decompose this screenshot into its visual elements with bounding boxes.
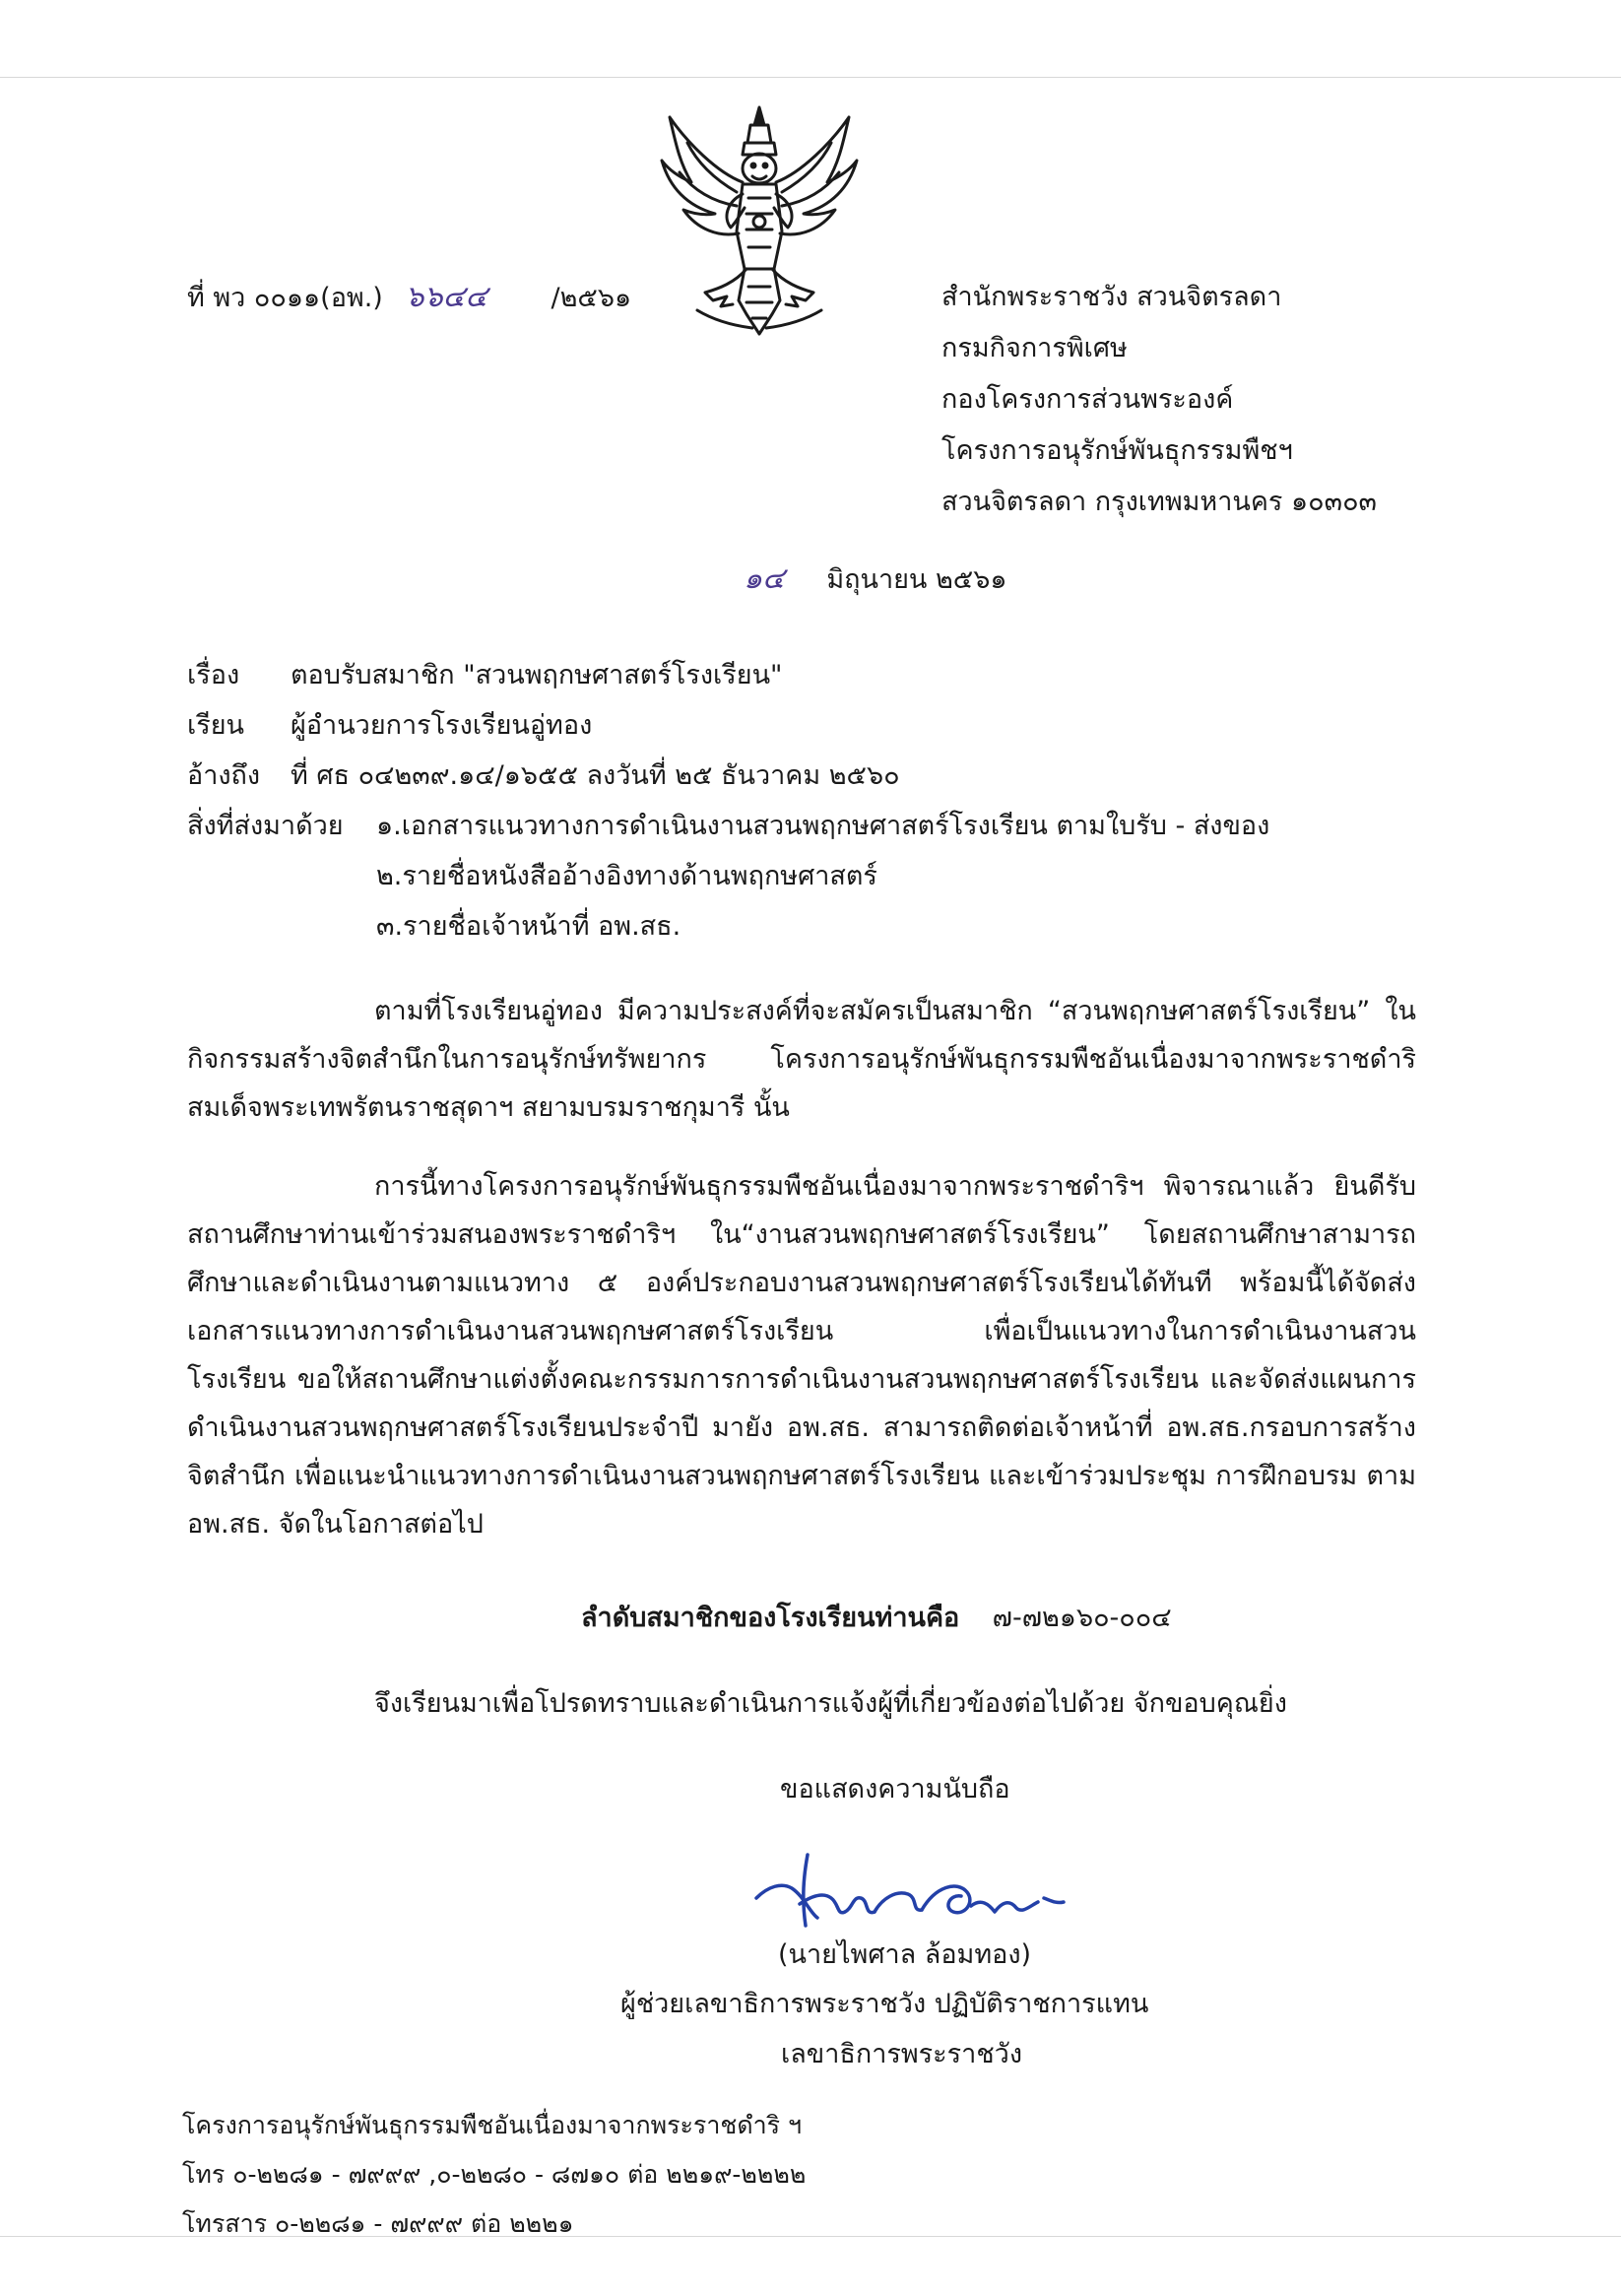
signatory-name: (นายไพศาล ล้อมทอง) — [778, 1939, 1032, 1970]
signatory-position: ผู้ช่วยเลขาธิการพระราชวัง ปฏิบัติราชการแทน — [620, 1989, 1149, 2019]
subject-text: ตอบรับสมาชิก "สวนพฤกษศาสตร์โรงเรียน" — [291, 659, 783, 690]
recipient-label: เรียน — [187, 709, 245, 741]
attachments-row — [187, 801, 1269, 951]
closing-sentence: จึงเรียนมาเพื่อโปรดทราบและดำเนินการแจ้งผู้ที่เกี่ยวข้องต่อไปด้วย จักขอบคุณยิ่ง — [374, 1688, 1287, 1719]
paragraph-line: สถานศึกษาท่านเข้าร่วมสนองพระราชดำริฯ ใน“งานสวนพฤกษศาสตร์โรงเรียน” โดยสถานศึกษาสามารถ — [187, 1219, 1416, 1250]
paragraph-line: ดำเนินงานสวนพฤกษศาสตร์โรงเรียนประจำปี มายัง อพ.สธ. สามารถติดต่อเจ้าหน้าที่ อพ.สธ.กรอบการสร้าง — [187, 1412, 1416, 1443]
paragraph-line: โรงเรียน ขอให้สถานศึกษาแต่งตั้งคณะกรรมการการดำเนินงานสวนพฤกษศาสตร์โรงเรียน และจัดส่งแผนการ — [187, 1364, 1416, 1395]
letter-date — [744, 559, 1006, 600]
reference-label: อ้างถึง — [187, 759, 261, 791]
membership-number: ๗-๗๒๑๖๐-๐๐๔ — [992, 1603, 1172, 1633]
paragraph-line: ตามที่โรงเรียนอู่ทอง มีความประสงค์ที่จะสมัครเป็นสมาชิก “สวนพฤกษศาสตร์โรงเรียน” ใน — [374, 996, 1416, 1026]
garuda-emblem-icon — [658, 103, 861, 340]
attachment-item: ๑.เอกสารแนวทางการดำเนินงานสวนพฤกษศาสตร์โรงเรียน ตามใบรับ - ส่งของ — [376, 810, 1270, 841]
reference-year: /๒๕๖๑ — [551, 283, 632, 313]
subject-label: เรื่อง — [187, 659, 240, 690]
sender-address — [941, 278, 1377, 534]
membership-label: ลำดับสมาชิกของโรงเรียนท่านคือ — [581, 1603, 960, 1633]
reference-prefix: ที่ พว ๐๐๑๑(อพ.) — [187, 283, 383, 313]
paragraph-line: ศึกษาและดำเนินงานตามแนวทาง ๕ องค์ประกอบงานสวนพฤกษศาสตร์โรงเรียนได้ทันที พร้อมนี้ได้จัดส่ง — [187, 1268, 1416, 1298]
attachment-item: ๒.รายชื่อหนังสืออ้างอิงทางด้านพฤกษศาสตร์ — [376, 860, 877, 891]
regards-text: ขอแสดงความนับถือ — [780, 1774, 1010, 1804]
paragraph-line: สมเด็จพระเทพรัตนราชสุดาฯ สยามบรมราชกุมารี นั้น — [187, 1092, 790, 1123]
attachment-item: ๓.รายชื่อเจ้าหน้าที่ อพ.สธ. — [376, 910, 681, 942]
attachments-list — [376, 801, 1269, 951]
document-reference — [187, 278, 631, 318]
body-paragraph-1 — [187, 987, 1416, 1132]
paragraph-line: กิจกรรมสร้างจิตสำนึกในการอนุรักษ์ทรัพยากร โครงการอนุรักษ์พันธุกรรมพืชอันเนื่องมาจากพระราชดำริ — [187, 1044, 1416, 1075]
scan-edge-line-top — [0, 77, 1621, 78]
signatory-position-secondary: เลขาธิการพระราชวัง — [781, 2039, 1023, 2069]
footer-contact — [182, 2106, 806, 2254]
footer-fax: โทรสาร ๐-๒๒๘๑ - ๗๙๙๙ ต่อ ๒๒๒๑ — [182, 2209, 574, 2238]
paragraph-line: เอกสารแนวทางการดำเนินงานสวนพฤกษศาสตร์โรงเรียน เพื่อเป็นแนวทางในการดำเนินงานสวน — [187, 1316, 1416, 1346]
date-month-year: มิถุนายน ๒๕๖๑ — [826, 564, 1007, 595]
handwritten-signature — [748, 1847, 1073, 1935]
recipient-text: ผู้อำนวยการโรงเรียนอู่ทอง — [291, 709, 593, 741]
date-day-handwritten: ๑๔ — [744, 561, 785, 596]
footer-phone: โทร ๐-๒๒๘๑ - ๗๙๙๙ ,๐-๒๒๘๐ - ๘๗๑๐ ต่อ ๒๒๑๙-๒๒๒๒ — [182, 2160, 807, 2189]
letter-meta — [187, 650, 1269, 951]
paragraph-line: การนี้ทางโครงการอนุรักษ์พันธุกรรมพืชอันเนื่องมาจากพระราชดำริฯ พิจารณาแล้ว ยินดีรับ — [374, 1171, 1416, 1202]
subject-row — [187, 650, 1269, 700]
reference-row — [187, 751, 1269, 801]
sender-line: สำนักพระราชวัง สวนจิตรลดา — [941, 282, 1282, 312]
footer-organization: โครงการอนุรักษ์พันธุกรรมพืชอันเนื่องมาจากพระราชดำริ ฯ — [182, 2111, 803, 2139]
paragraph-line: จิตสำนึก เพื่อแนะนำแนวทางการดำเนินงานสวนพฤกษศาสตร์โรงเรียน และเข้าร่วมประชุม การฝึกอบรม ตาม — [187, 1461, 1416, 1491]
sender-line: โครงการอนุรักษ์พันธุกรรมพืชฯ — [941, 435, 1293, 466]
membership-number-row — [581, 1599, 1172, 1638]
reference-text: ที่ ศธ ๐๔๒๓๙.๑๔/๑๖๕๕ ลงวันที่ ๒๕ ธันวาคม ๒๕๖๐ — [291, 759, 900, 791]
sender-line: กองโครงการส่วนพระองค์ — [941, 384, 1234, 415]
recipient-row — [187, 700, 1269, 751]
reference-number-handwritten: ๖๖๔๔ — [405, 280, 487, 314]
body-paragraph-2 — [187, 1162, 1416, 1548]
sender-line: สวนจิตรลดา กรุงเทพมหานคร ๑๐๓๐๓ — [941, 487, 1378, 517]
sender-line: กรมกิจการพิเศษ — [941, 333, 1128, 363]
attachments-label: สิ่งที่ส่งมาด้วย — [187, 810, 344, 841]
paragraph-line: อพ.สธ. จัดในโอกาสต่อไป — [187, 1509, 484, 1540]
